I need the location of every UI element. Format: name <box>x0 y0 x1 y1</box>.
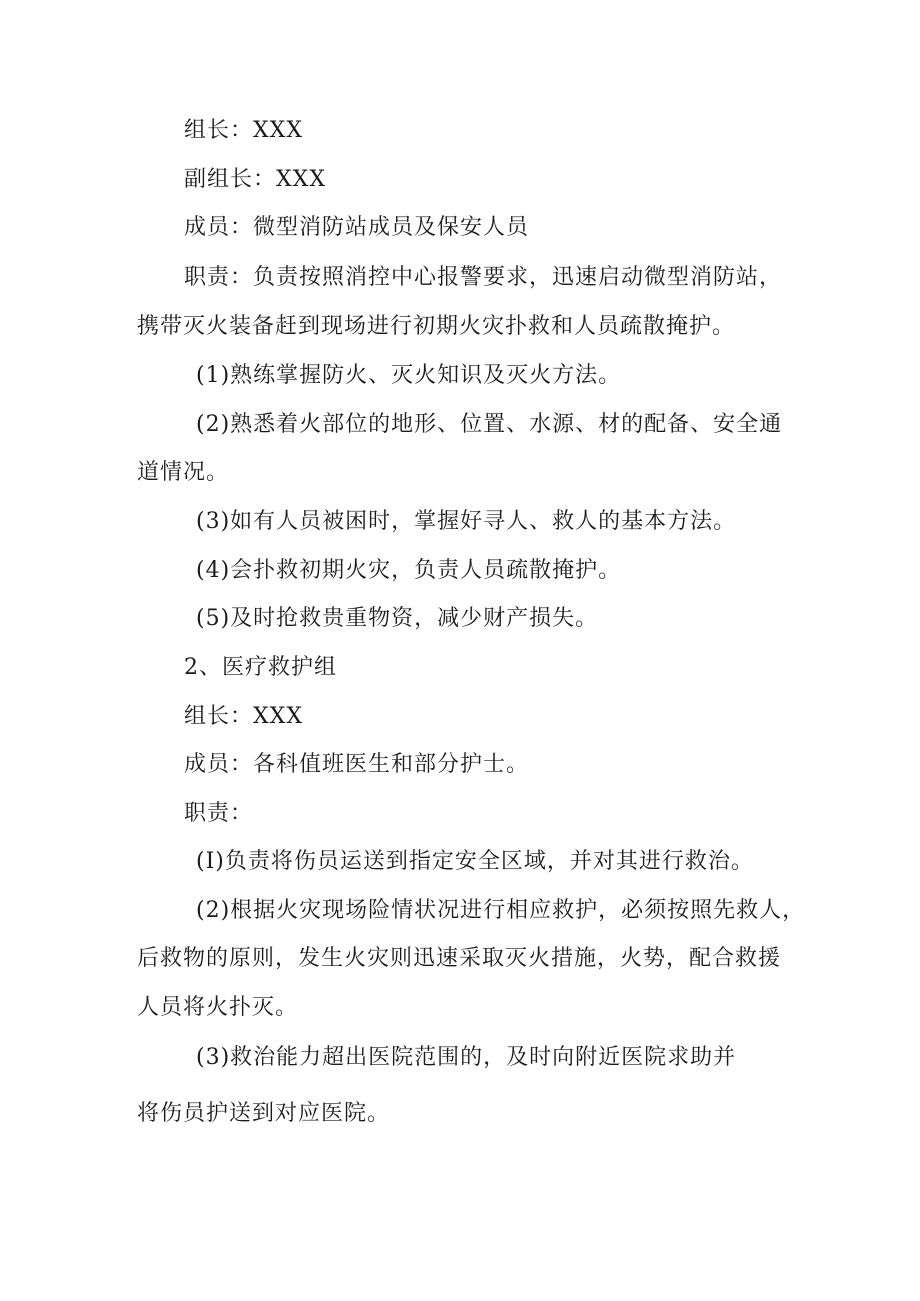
duty-item-1: (1)熟练掌握防火、灭火知识及灭火方法。 <box>196 363 622 388</box>
medical-duty-item-1: (I)负责将伤员运送到指定安全区域，并对其进行救治。 <box>196 849 754 874</box>
medical-members-line: 成员：各科值班医生和部分护士。 <box>184 752 530 777</box>
medical-duty-item-3: (3)救治能力超出医院范围的，及时向附近医院求助并 <box>196 1045 737 1070</box>
medical-duties-line: 职责： <box>184 801 254 826</box>
duty-item-3: (3)如有人员被困时，掌握好寻人、救人的基本方法。 <box>196 509 737 534</box>
duties-line: 职责：负责按照消控中心报警要求，迅速启动微型消防站， <box>184 265 783 290</box>
medical-duty-item-2-continuation: 后救物的原则，发生火灾则迅速采取灭火措施，火势，配合救援 <box>137 946 782 971</box>
medical-duty-item-2-continuation-2: 人员将火扑灭。 <box>137 995 299 1020</box>
medical-duty-item-2: (2)根据火灾现场险情状况进行相应救护，必须按照先救人， <box>196 898 806 923</box>
medical-duty-item-3-continuation: 将伤员护送到对应医院。 <box>137 1101 391 1126</box>
duty-item-2-continuation: 道情况。 <box>137 460 230 485</box>
duty-item-2: (2)熟悉着火部位的地形、位置、水源、材的配备、安全通 <box>196 412 783 437</box>
duty-item-5: (5)及时抢救贵重物资，减少财产损失。 <box>196 606 599 631</box>
duties-continuation-line: 携带灭火装备赶到现场进行初期火灾扑救和人员疏散掩护。 <box>137 314 736 339</box>
deputy-leader-line: 副组长：XXX <box>184 167 326 192</box>
team-leader-line: 组长：XXX <box>184 118 303 143</box>
medical-leader-line: 组长：XXX <box>184 704 303 729</box>
duty-item-4: (4)会扑救初期火灾，负责人员疏散掩护。 <box>196 558 622 583</box>
members-line: 成员：微型消防站成员及保安人员 <box>184 215 530 240</box>
section-heading-medical: 2、医疗救护组 <box>184 655 337 680</box>
